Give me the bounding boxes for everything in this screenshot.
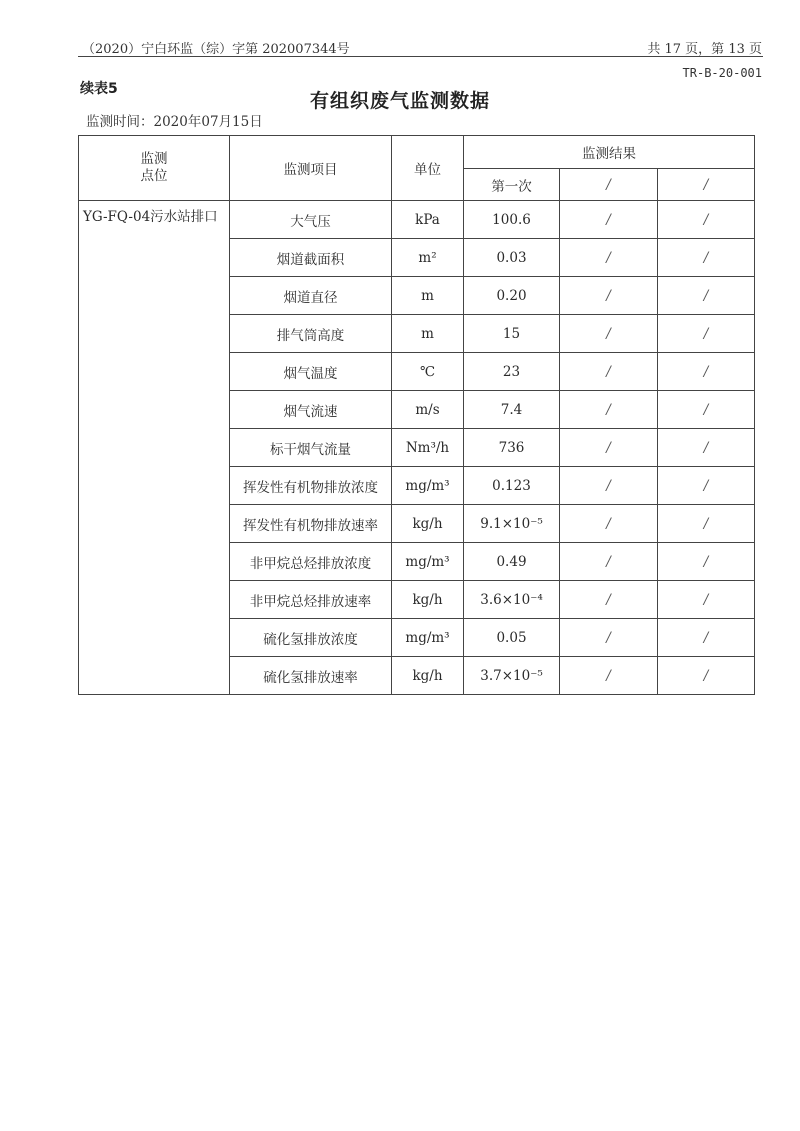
col-header-point: [79, 136, 230, 201]
result-first-cell: 23: [464, 353, 560, 391]
header-row: [79, 136, 755, 169]
col-header-point-label: [79, 151, 229, 185]
item-cell: 挥发性有机物排放速率: [230, 505, 392, 543]
table-row: [79, 201, 755, 239]
result-first-cell: 736: [464, 429, 560, 467]
result-third-cell: /: [658, 467, 755, 505]
result-third-cell: /: [658, 619, 755, 657]
item-cell: 烟道直径: [230, 277, 392, 315]
monitor-date: 监测时间：2020年07月15日: [86, 114, 263, 130]
item-cell: 挥发性有机物排放浓度: [230, 467, 392, 505]
item-cell: 烟道截面积: [230, 239, 392, 277]
item-cell: 排气筒高度: [230, 315, 392, 353]
result-third-cell: /: [658, 201, 755, 239]
unit-cell: m: [392, 277, 464, 315]
result-second-cell: /: [560, 239, 658, 277]
item-cell: 非甲烷总烃排放浓度: [230, 543, 392, 581]
header-divider: [78, 56, 763, 57]
result-second-cell: /: [560, 277, 658, 315]
form-code: TR-B-20-001: [682, 66, 762, 80]
result-third-cell: /: [658, 543, 755, 581]
unit-cell: kPa: [392, 201, 464, 239]
col-header-unit: 单位: [392, 136, 464, 201]
result-first-cell: 15: [464, 315, 560, 353]
result-second-cell: /: [560, 657, 658, 695]
subcol-second: /: [560, 169, 658, 201]
item-cell: 标干烟气流量: [230, 429, 392, 467]
result-third-cell: /: [658, 239, 755, 277]
page-info: 共 17 页，第 13 页: [647, 42, 762, 57]
table-label: 续表5: [80, 81, 118, 97]
result-third-cell: /: [658, 391, 755, 429]
result-first-cell: 7.4: [464, 391, 560, 429]
item-cell: 烟气温度: [230, 353, 392, 391]
result-first-cell: 0.20: [464, 277, 560, 315]
result-third-cell: /: [658, 429, 755, 467]
result-third-cell: /: [658, 505, 755, 543]
page-title: 有组织废气监测数据: [309, 90, 490, 112]
unit-cell: ℃: [392, 353, 464, 391]
result-third-cell: /: [658, 277, 755, 315]
unit-cell: kg/h: [392, 657, 464, 695]
result-third-cell: /: [658, 315, 755, 353]
unit-cell: mg/m³: [392, 619, 464, 657]
result-first-cell: 3.7×10⁻⁵: [464, 657, 560, 695]
item-cell: 烟气流速: [230, 391, 392, 429]
result-second-cell: /: [560, 391, 658, 429]
item-cell: 大气压: [230, 201, 392, 239]
result-first-cell: 9.1×10⁻⁵: [464, 505, 560, 543]
unit-cell: kg/h: [392, 505, 464, 543]
unit-cell: mg/m³: [392, 467, 464, 505]
result-second-cell: /: [560, 543, 658, 581]
unit-cell: Nm³/h: [392, 429, 464, 467]
monitor-point-cell: YG-FQ-04污水站排口: [79, 201, 230, 695]
result-second-cell: /: [560, 353, 658, 391]
col-header-result: 监测结果: [464, 136, 755, 169]
result-second-cell: /: [560, 429, 658, 467]
col-header-point-line: 监测: [140, 151, 168, 167]
subcol-third: /: [658, 169, 755, 201]
result-first-cell: 0.03: [464, 239, 560, 277]
item-cell: 硫化氢排放浓度: [230, 619, 392, 657]
result-first-cell: 0.05: [464, 619, 560, 657]
unit-cell: kg/h: [392, 581, 464, 619]
unit-cell: m: [392, 315, 464, 353]
result-second-cell: /: [560, 619, 658, 657]
result-first-cell: 100.6: [464, 201, 560, 239]
result-second-cell: /: [560, 581, 658, 619]
result-first-cell: 0.49: [464, 543, 560, 581]
result-first-cell: 0.123: [464, 467, 560, 505]
result-second-cell: /: [560, 505, 658, 543]
doc-number: （2020）宁白环监（综）字第 202007344号: [82, 42, 350, 57]
result-second-cell: /: [560, 201, 658, 239]
col-header-point-line: 点位: [140, 168, 168, 184]
result-third-cell: /: [658, 353, 755, 391]
col-header-item: 监测项目: [230, 136, 392, 201]
unit-cell: m/s: [392, 391, 464, 429]
item-cell: 硫化氢排放速率: [230, 657, 392, 695]
result-third-cell: /: [658, 581, 755, 619]
result-second-cell: /: [560, 315, 658, 353]
unit-cell: mg/m³: [392, 543, 464, 581]
result-first-cell: 3.6×10⁻⁴: [464, 581, 560, 619]
unit-cell: m²: [392, 239, 464, 277]
result-second-cell: /: [560, 467, 658, 505]
monitoring-table: [78, 135, 755, 695]
result-third-cell: /: [658, 657, 755, 695]
table-body: [79, 136, 755, 695]
item-cell: 非甲烷总烃排放速率: [230, 581, 392, 619]
subcol-first: 第一次: [464, 169, 560, 201]
